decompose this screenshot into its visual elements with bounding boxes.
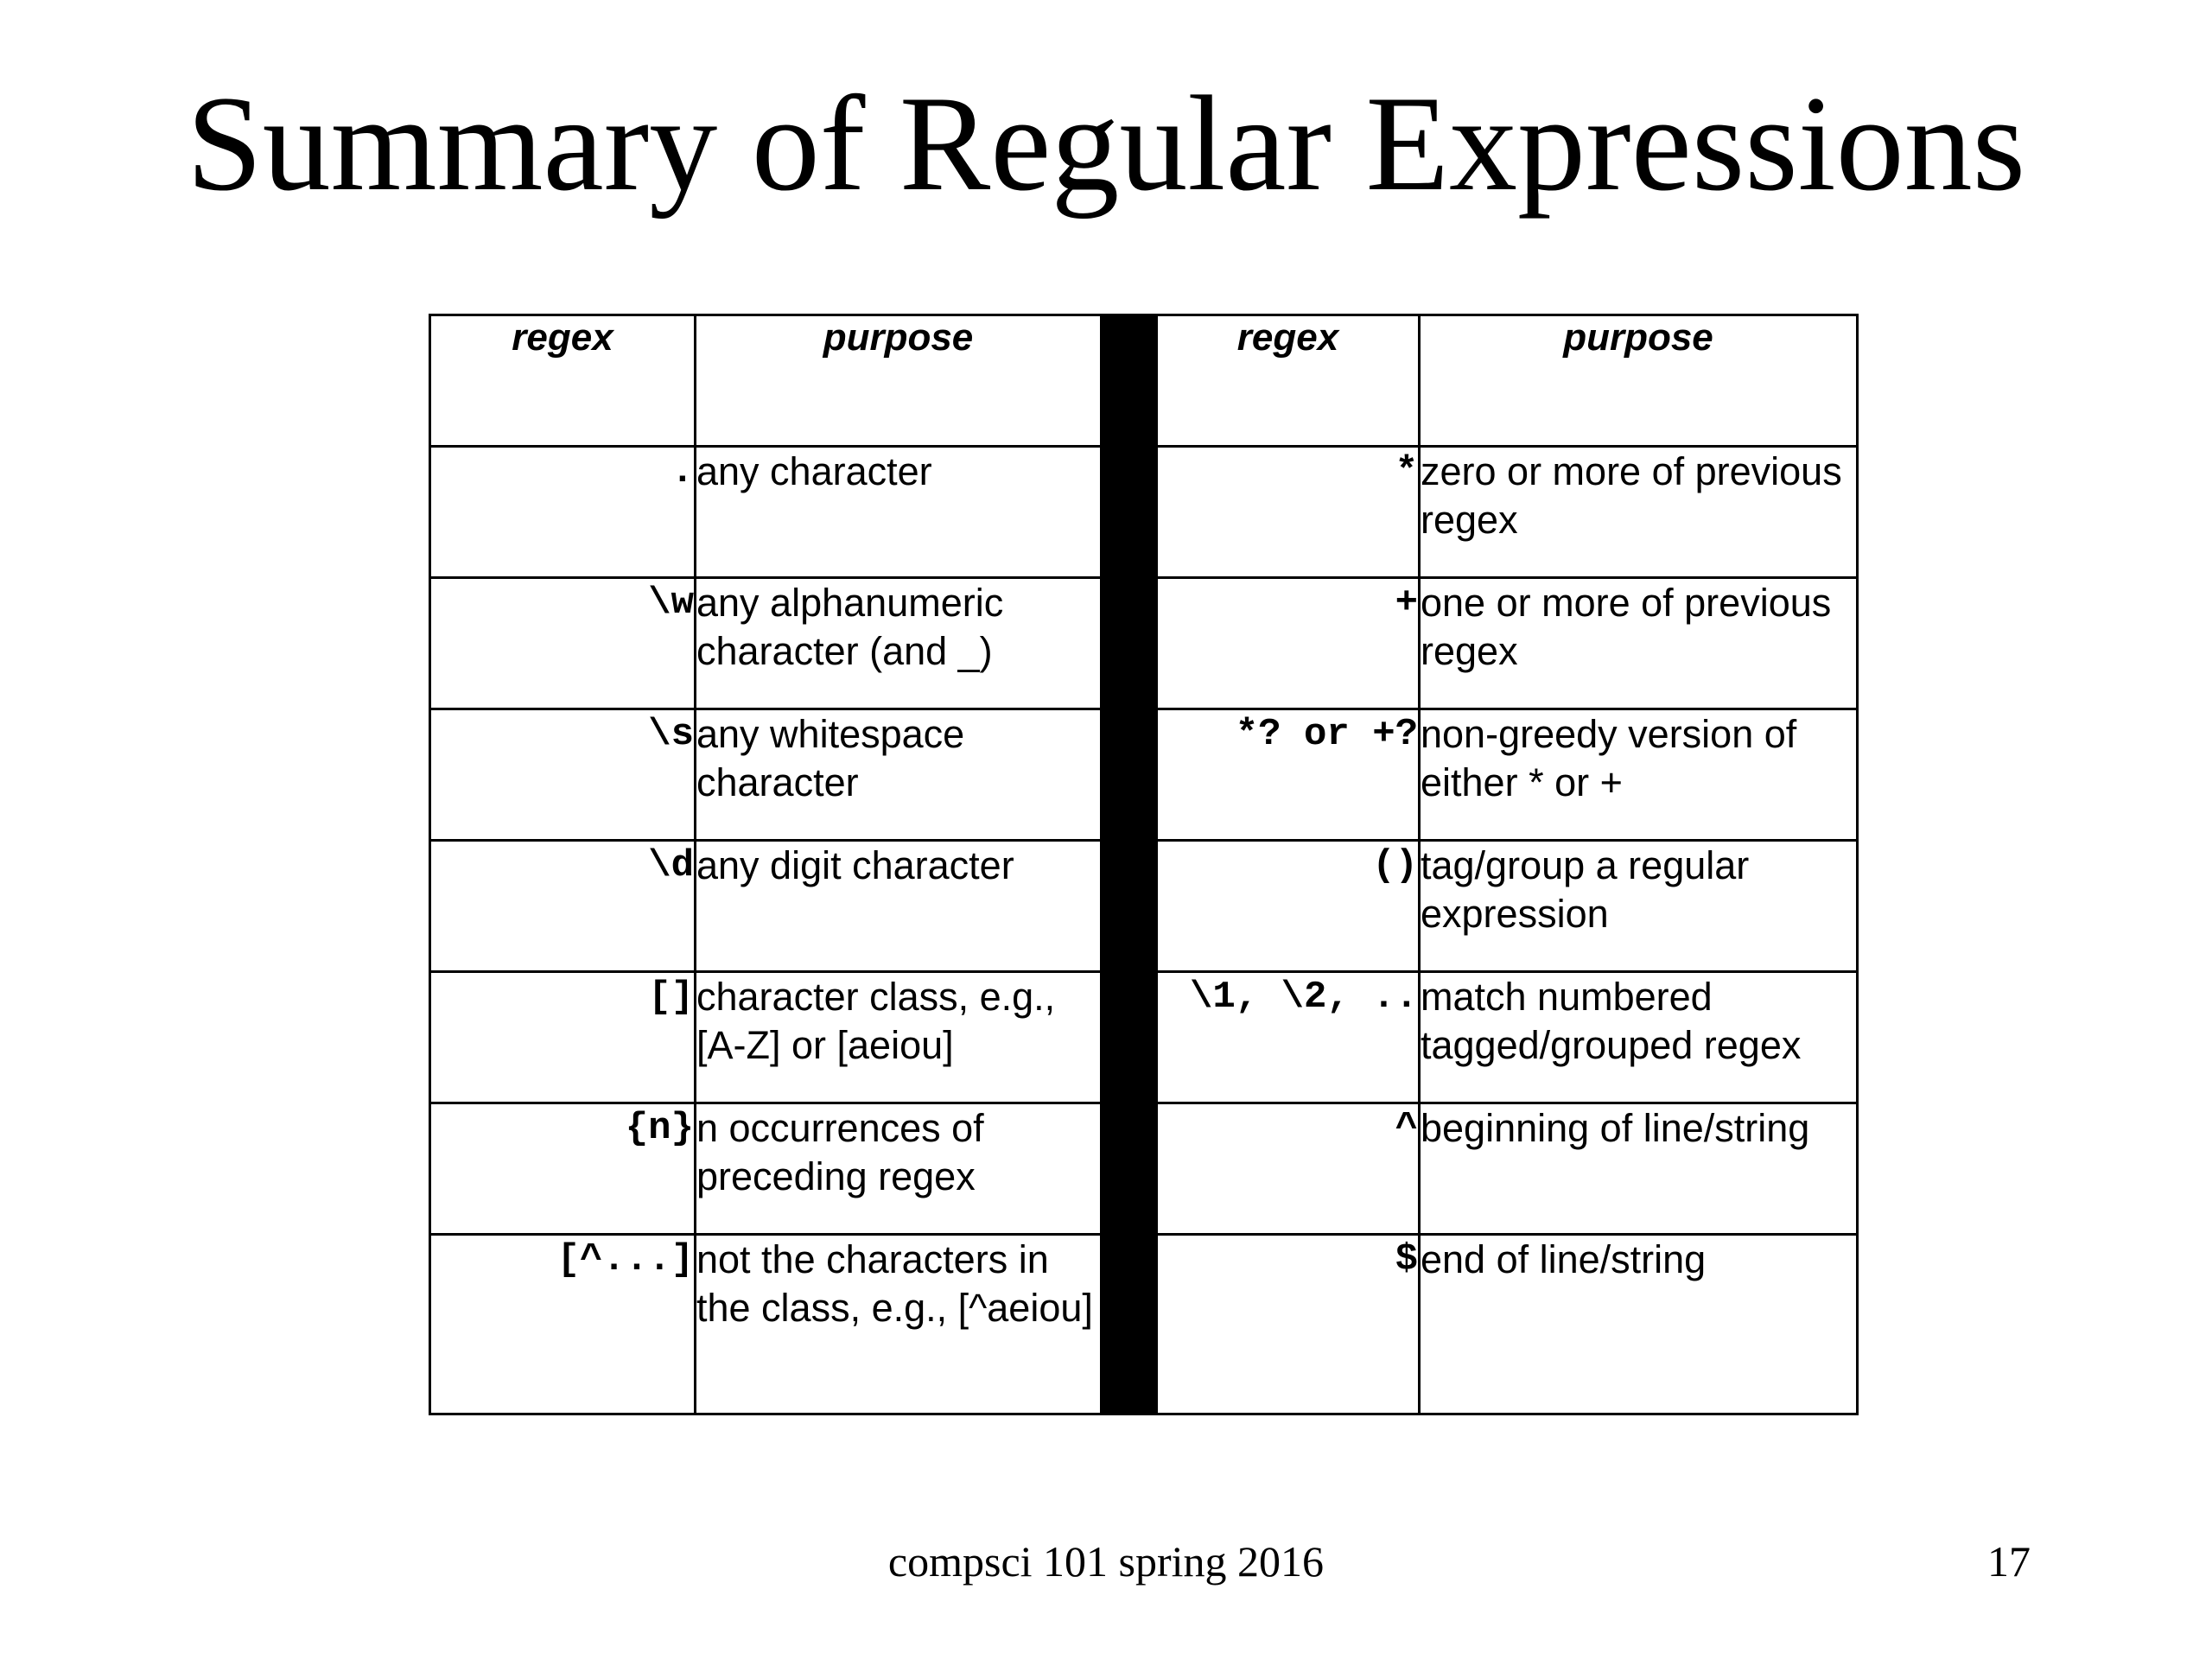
- regex-cell: *? or +?: [1157, 709, 1420, 841]
- purpose-cell: any alphanumeric character (and _): [696, 578, 1102, 709]
- regex-summary-table: [429, 314, 1859, 1415]
- regex-cell: .: [430, 447, 696, 578]
- purpose-cell: beginning of line/string: [1420, 1103, 1858, 1235]
- purpose-cell: any character: [696, 447, 1102, 578]
- purpose-cell: character class, e.g., [A-Z] or [aeiou]: [696, 972, 1102, 1103]
- regex-cell: $: [1157, 1235, 1420, 1414]
- regex-cell: {n}: [430, 1103, 696, 1235]
- regex-cell: \1, \2, ..: [1157, 972, 1420, 1103]
- slide-footer: compsci 101 spring 2016: [887, 1537, 1325, 1586]
- regex-cell: \d: [430, 841, 696, 972]
- column-divider: [1102, 315, 1157, 1414]
- purpose-cell: not the characters in the class, e.g., [^aeiou]: [696, 1235, 1102, 1414]
- header-right-regex: regex: [1157, 315, 1420, 447]
- table-header-row: [430, 315, 1858, 447]
- purpose-cell: non-greedy version of either * or +: [1420, 709, 1858, 841]
- header-right-purpose: purpose: [1420, 315, 1858, 447]
- regex-cell: []: [430, 972, 696, 1103]
- slide-title: Summary of Regular Expressions: [186, 68, 2026, 219]
- regex-cell: (): [1157, 841, 1420, 972]
- purpose-cell: match numbered tagged/grouped regex: [1420, 972, 1858, 1103]
- purpose-cell: n occurrences of preceding regex: [696, 1103, 1102, 1235]
- purpose-cell: any whitespace character: [696, 709, 1102, 841]
- purpose-cell: end of line/string: [1420, 1235, 1858, 1414]
- purpose-cell: zero or more of previous regex: [1420, 447, 1858, 578]
- regex-cell: *: [1157, 447, 1420, 578]
- regex-cell: \w: [430, 578, 696, 709]
- header-left-regex: regex: [430, 315, 696, 447]
- purpose-cell: tag/group a regular expression: [1420, 841, 1858, 972]
- regex-cell: ^: [1157, 1103, 1420, 1235]
- purpose-cell: one or more of previous regex: [1420, 578, 1858, 709]
- purpose-cell: any digit character: [696, 841, 1102, 972]
- page-number: 17: [1987, 1537, 2031, 1586]
- regex-cell: \s: [430, 709, 696, 841]
- header-left-purpose: purpose: [696, 315, 1102, 447]
- regex-cell: [^...]: [430, 1235, 696, 1414]
- regex-cell: +: [1157, 578, 1420, 709]
